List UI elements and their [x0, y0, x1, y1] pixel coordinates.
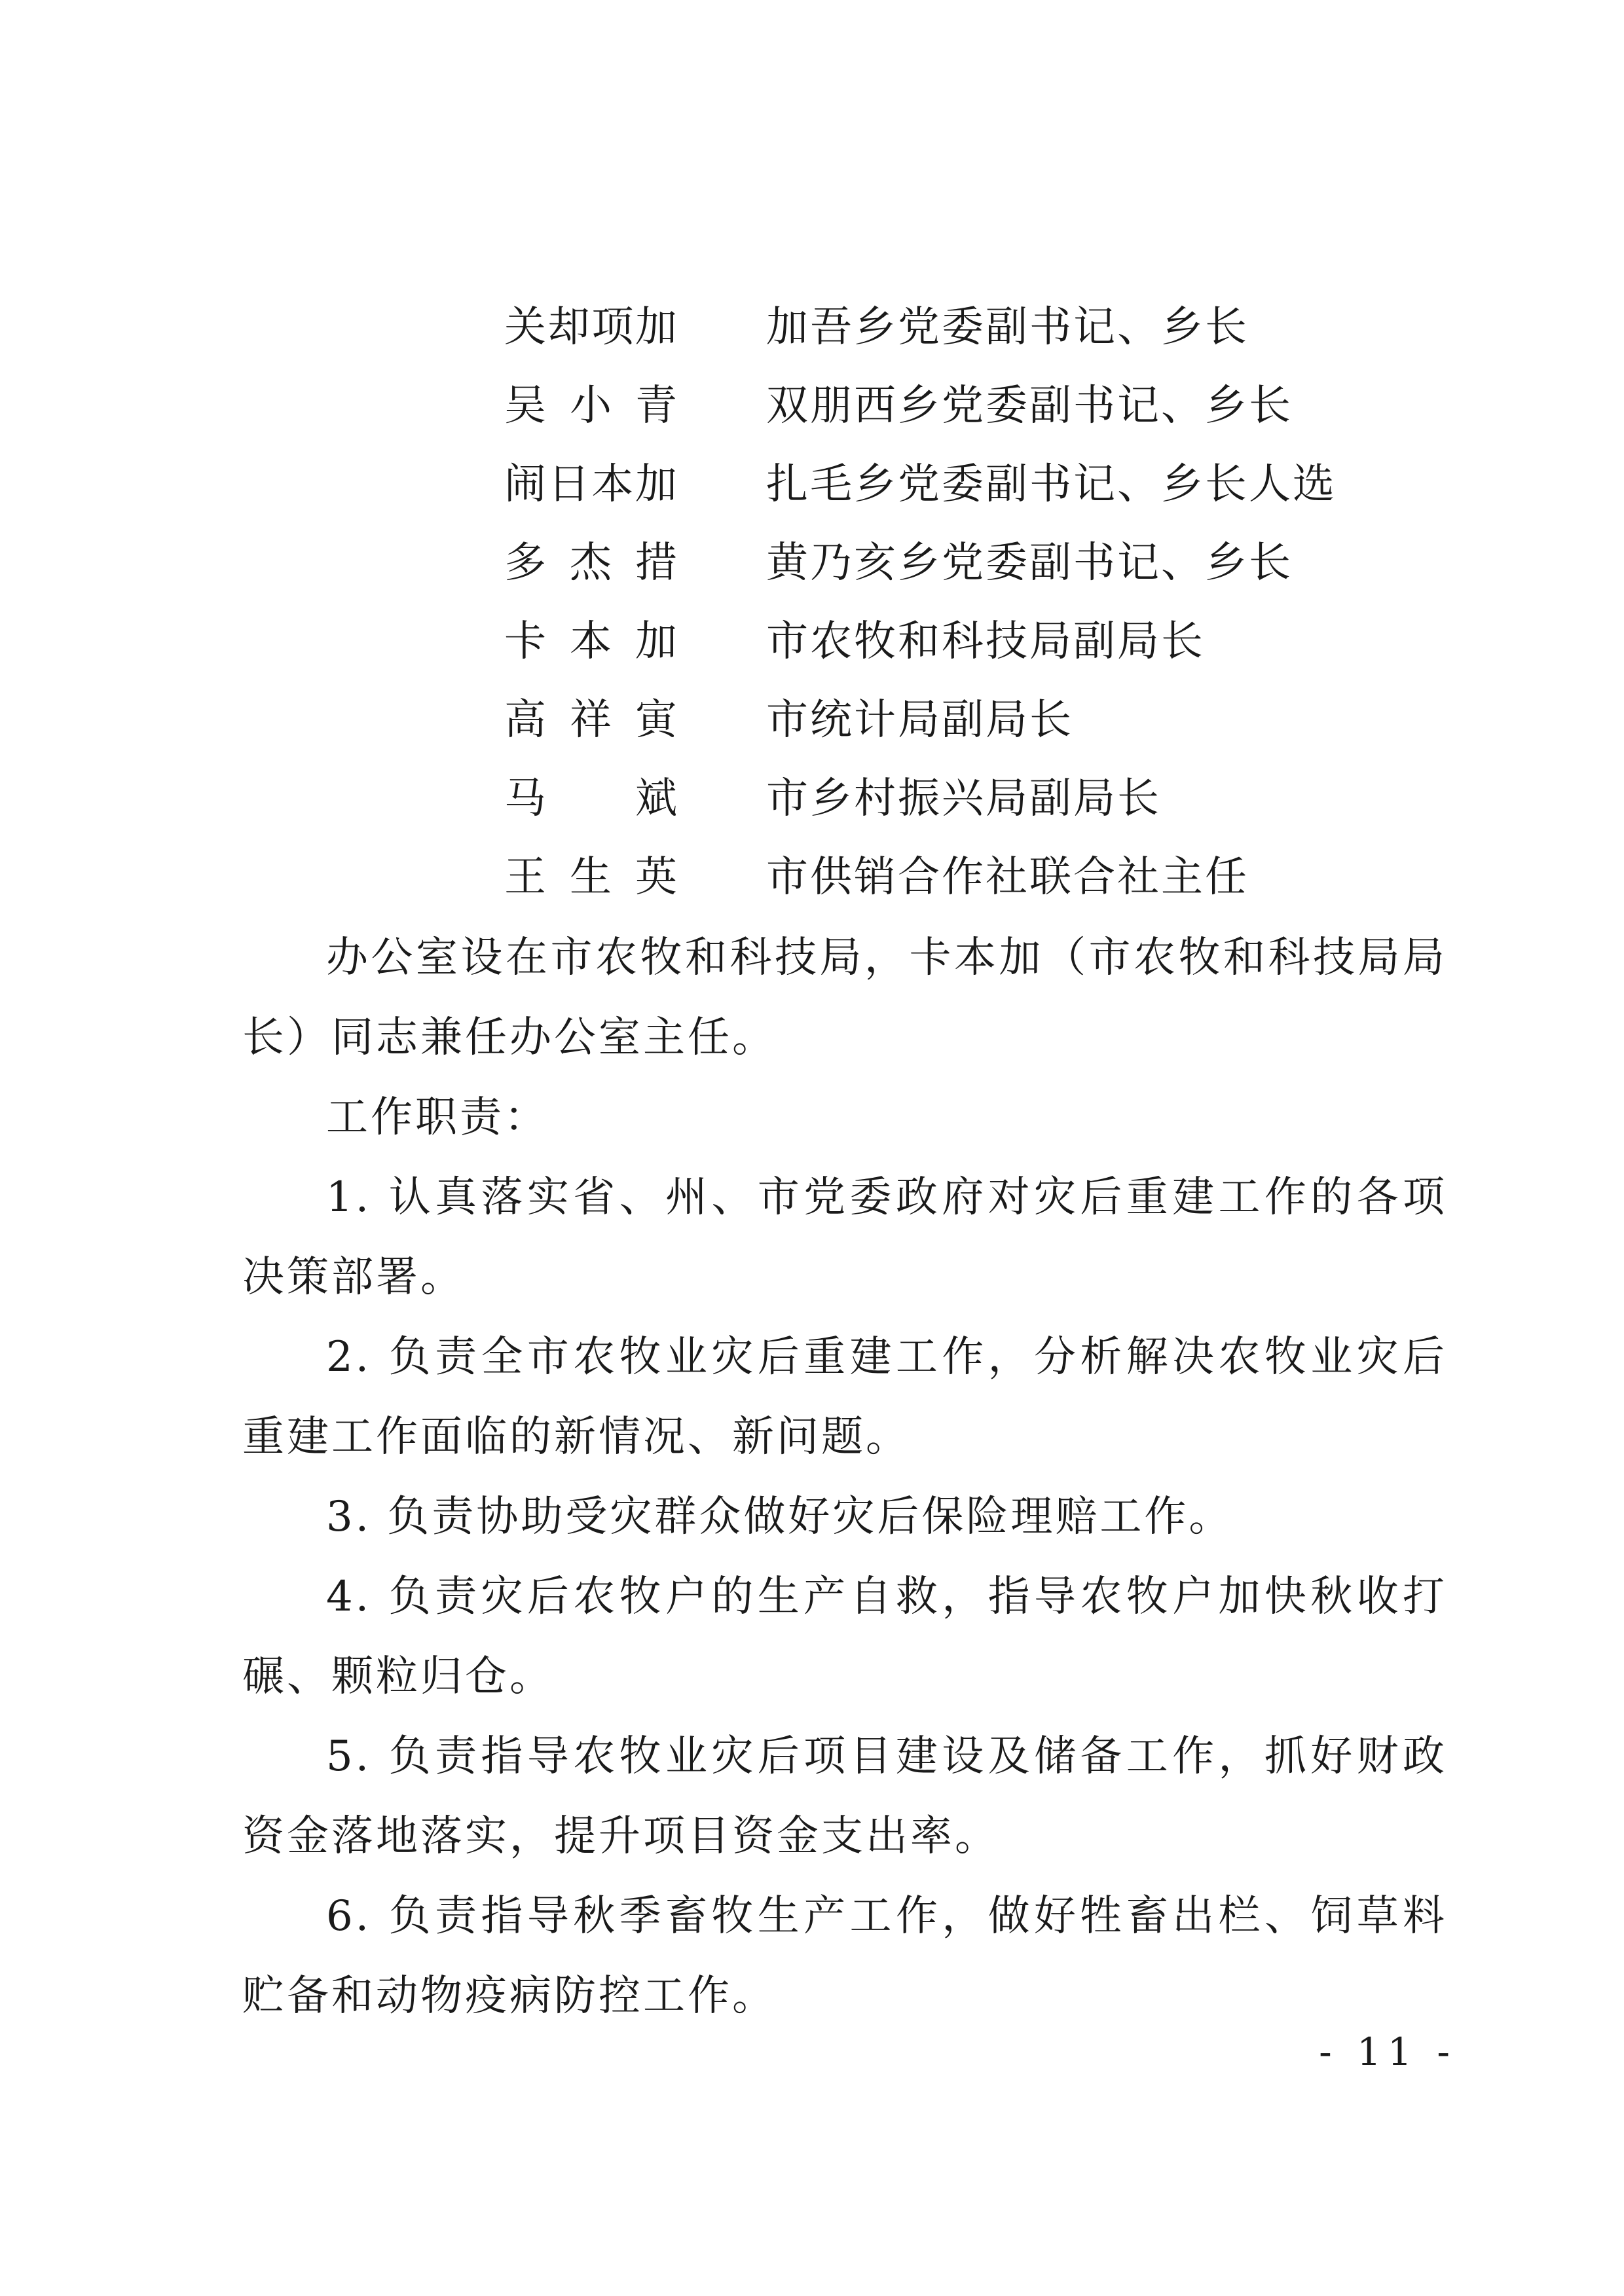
duty-item: 6. 负责指导秋季畜牧生产工作，做好牲畜出栏、饲草料贮备和动物疫病防控工作。 — [242, 1892, 1447, 2020]
duty-item: 5. 负责指导农牧业灾后项目建设及储备工作，抓好财政资金落地落实，提升项目资金支出率。 — [242, 1732, 1447, 1861]
member-row — [504, 681, 1552, 759]
member-name: 王 生 英 — [504, 853, 677, 902]
duty-item: 3. 负责协助受灾群众做好灾后保险理赔工作。 — [326, 1493, 1234, 1541]
member-role: 双朋西乡党委副书记、乡长 — [766, 382, 1293, 430]
member-role: 市供销合作社联合社主任 — [766, 853, 1249, 902]
member-name: 卡 本 加 — [504, 617, 677, 666]
member-name: 高 祥 寅 — [504, 696, 677, 744]
member-row — [504, 602, 1552, 681]
body-text — [242, 918, 1447, 2036]
member-role: 加吾乡党委副书记、乡长 — [766, 303, 1249, 352]
member-row — [504, 445, 1552, 524]
member-role: 市农牧和科技局副局长 — [766, 617, 1205, 666]
member-name: 关 却 项 加 — [504, 303, 677, 352]
duties-heading: 工作职责： — [326, 1093, 549, 1142]
office-paragraph: 办公室设在市农牧和科技局，卡本加（市农牧和科技局局长）同志兼任办公室主任。 — [242, 934, 1447, 1062]
member-row — [504, 288, 1552, 367]
member-role: 市乡村振兴局副局长 — [766, 774, 1161, 823]
duty-item: 2. 负责全市农牧业灾后重建工作，分析解决农牧业灾后重建工作面临的新情况、新问题。 — [242, 1333, 1447, 1461]
duty-item: 1. 认真落实省、州、市党委政府对灾后重建工作的各项决策部署。 — [242, 1173, 1447, 1302]
member-name: 吴 小 青 — [504, 382, 677, 430]
member-row — [504, 759, 1552, 838]
member-name: 多 杰 措 — [504, 539, 677, 587]
member-role: 扎毛乡党委副书记、乡长人选 — [766, 460, 1337, 509]
member-row — [504, 838, 1552, 917]
member-list — [504, 288, 1552, 917]
page-number: - 11 - — [1319, 2030, 1456, 2074]
member-name: 马 斌 — [504, 774, 677, 823]
member-role: 黄乃亥乡党委副书记、乡长 — [766, 539, 1293, 587]
member-role: 市统计局副局长 — [766, 696, 1073, 744]
member-name: 闹 日 本 加 — [504, 460, 677, 509]
member-row — [504, 367, 1552, 445]
duty-item: 4. 负责灾后农牧户的生产自救，指导农牧户加快秋收打碾、颗粒归仓。 — [242, 1573, 1447, 1701]
member-row — [504, 524, 1552, 602]
